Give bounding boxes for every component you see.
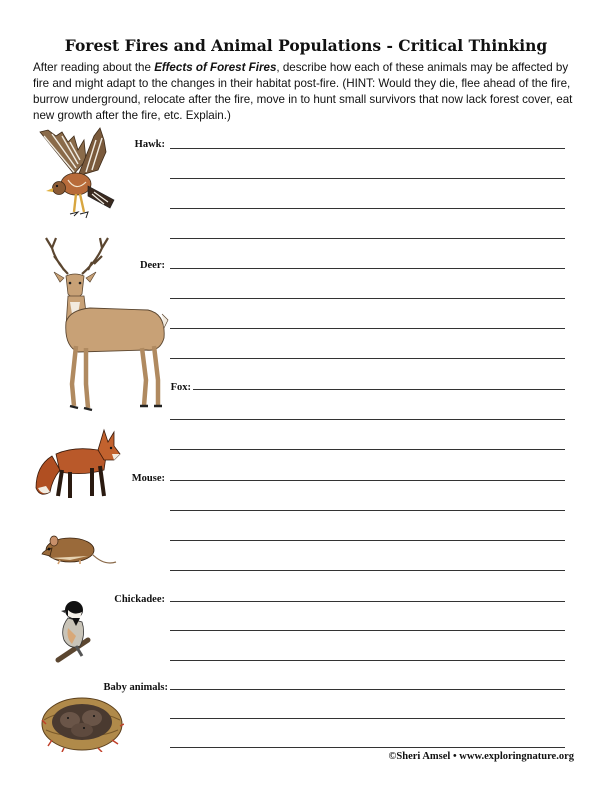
mouse-line-2[interactable] — [170, 510, 565, 511]
copyright-footer: ©Sheri Amsel • www.exploringnature.org — [388, 751, 574, 762]
chickadee-line-1[interactable] — [170, 601, 565, 602]
instructions-start: After reading about the — [33, 61, 155, 74]
hawk-line-4[interactable] — [170, 238, 565, 239]
chickadee-label: Chickadee: — [114, 594, 165, 605]
fox-illustration — [34, 426, 122, 502]
deer-line-3[interactable] — [170, 328, 565, 329]
hawk-line-3[interactable] — [170, 208, 565, 209]
mouse-illustration — [40, 532, 118, 572]
deer-line-4[interactable] — [170, 358, 565, 359]
chickadee-illustration — [54, 598, 94, 664]
page-title: Forest Fires and Animal Populations - Critical Thinking — [64, 36, 548, 55]
chickadee-line-2[interactable] — [170, 630, 565, 631]
deer-line-2[interactable] — [170, 298, 565, 299]
deer-label: Deer: — [139, 260, 165, 271]
instructions — [33, 60, 581, 124]
hawk-line-2[interactable] — [170, 178, 565, 179]
baby-animals-label: Baby animals: — [103, 682, 168, 693]
instructions-rest: , describe how each of these animals may be affected by fire and might adapt to the changes in their habitat post-fire. (HINT: Would they die, flee ahead of the fire, burrow underground, relocate after the fire, move in to hunt small survivors that now lack forest cover, eat new growth after the fire, etc. Explain.) — [33, 61, 573, 122]
instructions-emphasis: Effects of Forest Fires — [154, 61, 277, 74]
chickadee-line-3[interactable] — [170, 660, 565, 661]
deer-illustration — [30, 234, 170, 412]
baby-animals-illustration — [40, 690, 124, 752]
mouse-label: Mouse: — [131, 473, 165, 484]
baby-animals-line-2[interactable] — [170, 718, 565, 719]
mouse-line-4[interactable] — [170, 570, 565, 571]
baby-animals-line-3[interactable] — [170, 747, 565, 748]
fox-line-3[interactable] — [170, 449, 565, 450]
deer-line-1[interactable] — [170, 268, 565, 269]
hawk-label: Hawk: — [134, 139, 165, 150]
fox-label: Fox: — [170, 382, 191, 393]
hawk-illustration — [34, 126, 116, 226]
mouse-line-1[interactable] — [170, 480, 565, 481]
mouse-line-3[interactable] — [170, 540, 565, 541]
fox-line-1[interactable] — [193, 389, 565, 390]
fox-line-2[interactable] — [170, 419, 565, 420]
baby-animals-line-1[interactable] — [170, 689, 565, 690]
hawk-line-1[interactable] — [170, 148, 565, 149]
